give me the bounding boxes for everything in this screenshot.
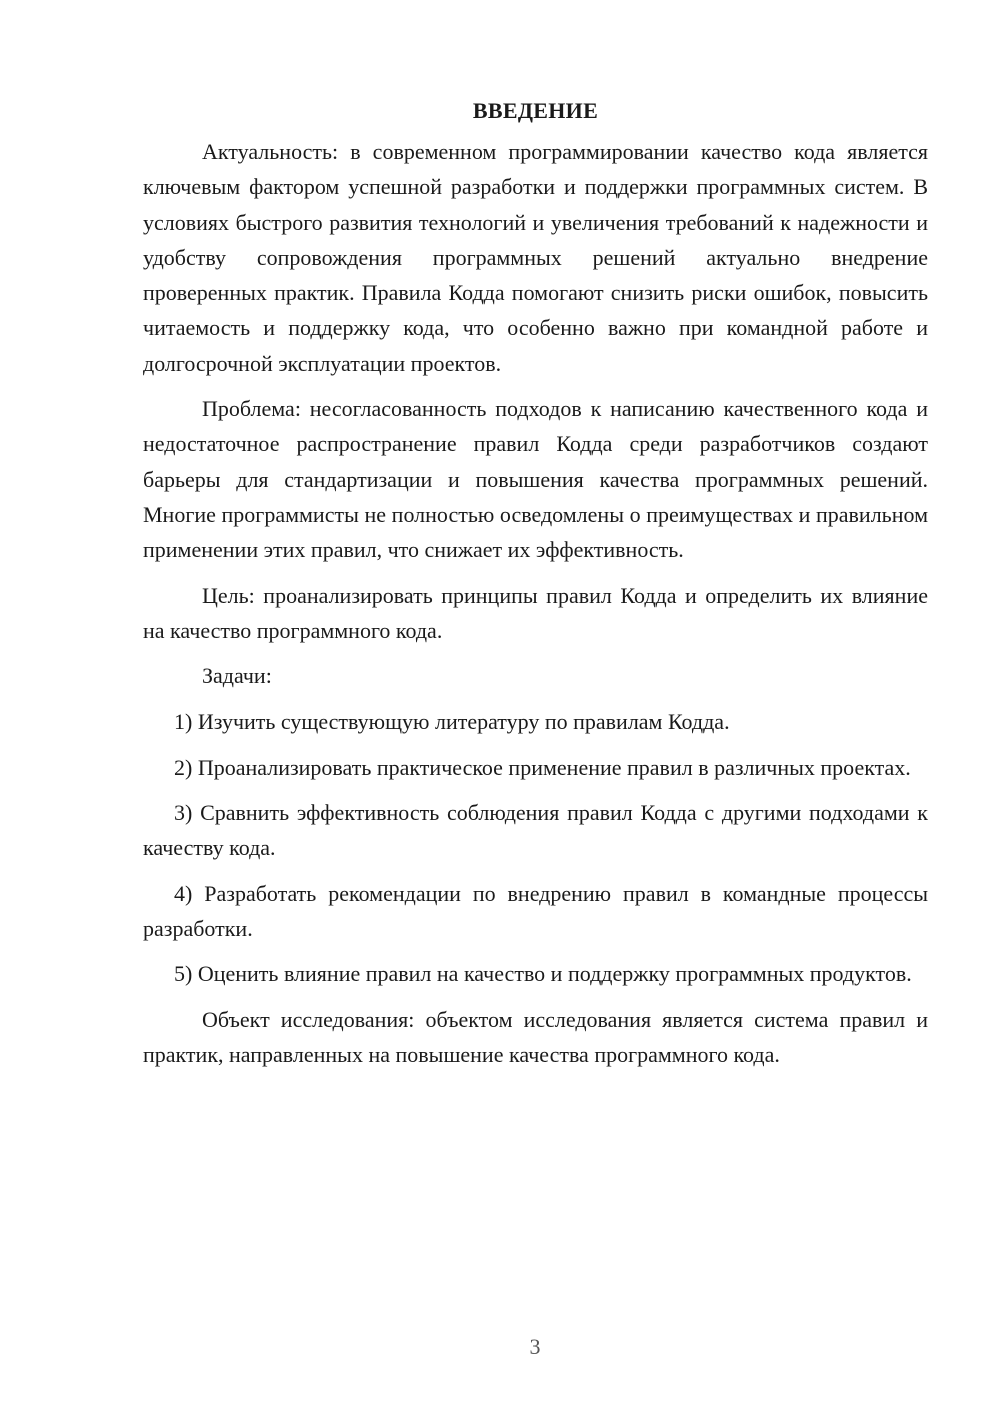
tasks-label: Задачи: [202,663,272,689]
task-item-2: 2) Проанализировать практическое применение правил в различных проектах. [174,754,911,780]
task-item-4: 4) Разработать рекомендации по внедрению правил в командные процессы разработки. [143,880,928,941]
problem-paragraph: Проблема: несогласованность подходов к написанию качественного кода и недостаточное распространение правил Кодда среди разработчиков создают барьеры для стандартизации и повышения качества программных решений. Многие программисты не полностью осведомлены о преимуществах и правильном применении этих правил, что снижает их эффективность. [143,396,928,563]
relevance-paragraph: Актуальность: в современном программировании качество кода является ключевым фактором успешной разработки и поддержки программных систем. В условиях быстрого развития технологий и увеличения требований к надежности и удобству сопровождения программных решений актуально внедрение проверенных практик. Правила Кодда помогают снизить риски ошибок, повысить читаемость и поддержку кода, что особенно важно при командной работе и долгосрочной эксплуатации проектов. [143,139,928,376]
section-heading: ВВЕДЕНИЕ [472,98,599,123]
page-number: 3 [529,1334,541,1359]
task-item-5: 5) Оценить влияние правил на качество и поддержку программных продуктов. [174,961,912,987]
goal-paragraph: Цель: проанализировать принципы правил Кодда и определить их влияние на качество программного кода. [143,582,928,643]
task-item-3: 3) Сравнить эффективность соблюдения правил Кодда с другими подходами к качеству кода. [143,800,928,861]
page-content [143,96,928,1082]
research-object-paragraph: Объект исследования: объектом исследования является система правил и практик, направленных на повышение качества программного кода. [143,1006,928,1067]
task-item-1: 1) Изучить существующую литературу по правилам Кодда. [174,709,730,735]
